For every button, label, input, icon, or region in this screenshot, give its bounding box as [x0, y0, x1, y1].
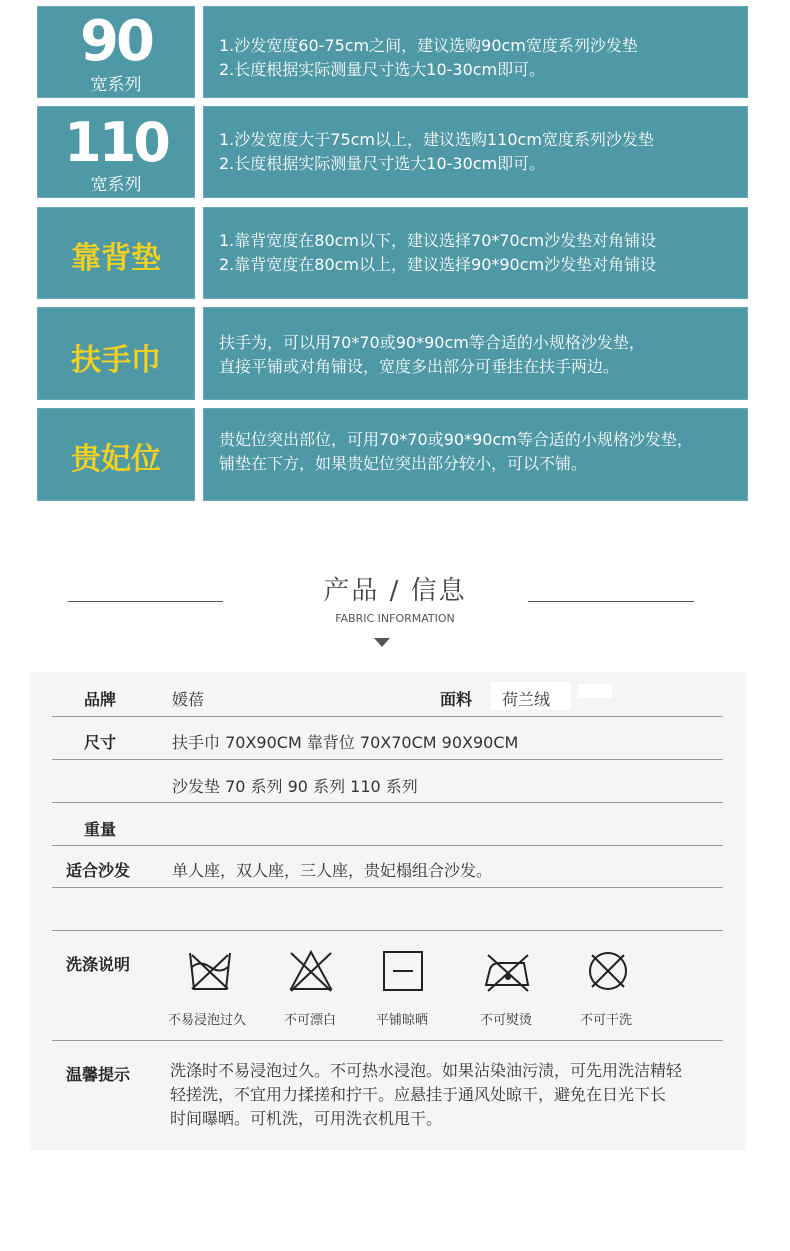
fabric-blank-box — [578, 684, 612, 698]
size-label-block — [37, 6, 195, 98]
size-value-line1: 扶手巾 70X90CM 靠背位 70X70CM 90X90CM — [172, 733, 519, 752]
desc-line: 2.长度根据实际测量尺寸选大10-30cm即可。 — [219, 60, 546, 79]
size-desc-block — [203, 207, 748, 299]
row-divider — [52, 802, 723, 803]
no-soak-icon — [180, 947, 240, 997]
desc-line: 2.靠背宽度在80cm以上，建议选择90*90cm沙发垫对角铺设 — [219, 255, 657, 274]
size-label-block — [37, 207, 195, 299]
wash-label: 洗涤说明 — [66, 955, 131, 974]
size-label-block — [37, 106, 195, 198]
care-label: 不可熨烫 — [480, 1013, 533, 1028]
backrest-label: 靠背垫 — [71, 241, 161, 276]
chaise-label: 贵妃位 — [71, 442, 161, 477]
size-desc-block — [203, 307, 748, 400]
tips-text — [170, 1059, 730, 1131]
down-triangle-icon — [374, 638, 390, 647]
no-bleach-icon — [281, 947, 341, 997]
brand-value: 媛蓓 — [172, 690, 205, 709]
row-divider — [52, 1040, 723, 1041]
size-desc-block — [203, 6, 748, 98]
section-title: 产品 / 信息 — [323, 576, 467, 606]
desc-line: 1.靠背宽度在80cm以下，建议选择70*70cm沙发垫对角铺设 — [219, 231, 657, 250]
desc-line: 1.沙发宽度大于75cm以上，建议选购110cm宽度系列沙发垫 — [219, 130, 654, 149]
no-iron-icon — [478, 947, 538, 997]
care-label: 不可漂白 — [284, 1013, 337, 1028]
row-divider — [52, 759, 723, 760]
fit-value: 单人座，双人座，三人座，贵妃榻组合沙发。 — [172, 861, 493, 880]
care-label: 不可干洗 — [580, 1013, 633, 1028]
tips-line: 洗涤时不易浸泡过久。不可热水浸泡。如果沾染油污渍，可先用洗洁精轻 — [170, 1061, 683, 1080]
tips-line: 轻搓洗，不宜用力揉搓和拧干。应悬挂于通风处晾干，避免在日光下长 — [170, 1085, 667, 1104]
row-divider — [52, 930, 723, 931]
row-divider — [52, 887, 723, 888]
desc-line: 铺垫在下方，如果贵妃位突出部分较小，可以不铺。 — [219, 454, 588, 473]
row-divider — [52, 716, 723, 717]
armrest-label: 扶手巾 — [71, 343, 161, 378]
size-desc-block — [203, 408, 748, 501]
brand-label: 品牌 — [84, 690, 117, 709]
fabric-value: 荷兰绒 — [502, 690, 551, 709]
size-label: 尺寸 — [84, 733, 117, 752]
size-label-block — [37, 408, 195, 501]
desc-line: 2.长度根据实际测量尺寸选大10-30cm即可。 — [219, 154, 546, 173]
fabric-label: 面料 — [440, 690, 473, 709]
desc-line: 1.沙发宽度60-75cm之间，建议选购90cm宽度系列沙发垫 — [219, 36, 638, 55]
weight-label: 重量 — [84, 820, 117, 839]
size-series-label: 宽系列 — [90, 175, 142, 195]
dry-flat-icon — [373, 947, 433, 997]
tips-line: 时间曝晒。可机洗，可用洗衣机甩干。 — [170, 1109, 443, 1128]
tips-label: 温馨提示 — [66, 1065, 131, 1084]
size-value-line2: 沙发垫 70 系列 90 系列 110 系列 — [172, 777, 418, 796]
size-number: 90 — [80, 9, 152, 74]
size-number: 110 — [64, 111, 168, 174]
desc-line: 直接平铺或对角铺设，宽度多出部分可垂挂在扶手两边。 — [219, 357, 620, 376]
size-label-block — [37, 307, 195, 400]
size-desc-block — [203, 106, 748, 198]
row-divider — [52, 845, 723, 846]
no-dry-clean-icon — [578, 947, 638, 997]
size-series-label: 宽系列 — [90, 75, 142, 95]
fit-label: 适合沙发 — [66, 861, 131, 880]
desc-line: 扶手为，可以用70*70或90*90cm等合适的小规格沙发垫， — [219, 333, 645, 352]
care-label: 平铺晾晒 — [376, 1013, 429, 1028]
section-subtitle: FABRIC INFORMATION — [335, 612, 455, 625]
care-label: 不易浸泡过久 — [168, 1013, 247, 1028]
desc-line: 贵妃位突出部位，可用70*70或90*90cm等合适的小规格沙发垫， — [219, 430, 693, 449]
